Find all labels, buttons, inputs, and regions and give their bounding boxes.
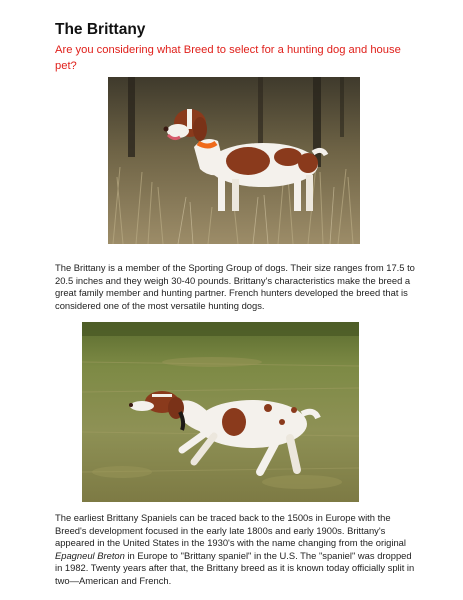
history-text-a: The earliest Brittany Spaniels can be traced back to the 1500s in Europe with the Breed's development focused in the early late 1800s and early 1900s. Brittany's appeared in the United States in the 1930's with the name changing from the original	[55, 512, 406, 549]
paragraph-breed-overview	[55, 262, 417, 312]
paragraph-text: The Brittany is a member of the Sporting Group of dogs. Their size ranges from 17.5 to 20.5 inches and they weigh 30-40 pounds. Brittany's characteristics make the breed a great family member and hunting partner. French hunters developed the breed that is considered one of the most versatile hunting dogs.	[55, 262, 415, 311]
photo-brittany-running	[82, 322, 359, 502]
page-title: The Brittany	[55, 21, 146, 38]
paragraph-text	[55, 512, 417, 588]
history-text-b: in Europe to "Brittany spaniel" in the U.S. The "spaniel" was dropped in 1982. Twenty years after that, the Brittany breed as it is known today officially split in two—American and French.	[55, 549, 415, 586]
history-text-italic: Epagneul Breton	[55, 549, 125, 561]
paragraph-breed-history	[55, 512, 417, 588]
photo-brittany-standing	[108, 77, 360, 244]
page-subtitle: Are you considering what Breed to select for a hunting dog and house pet?	[55, 44, 401, 72]
